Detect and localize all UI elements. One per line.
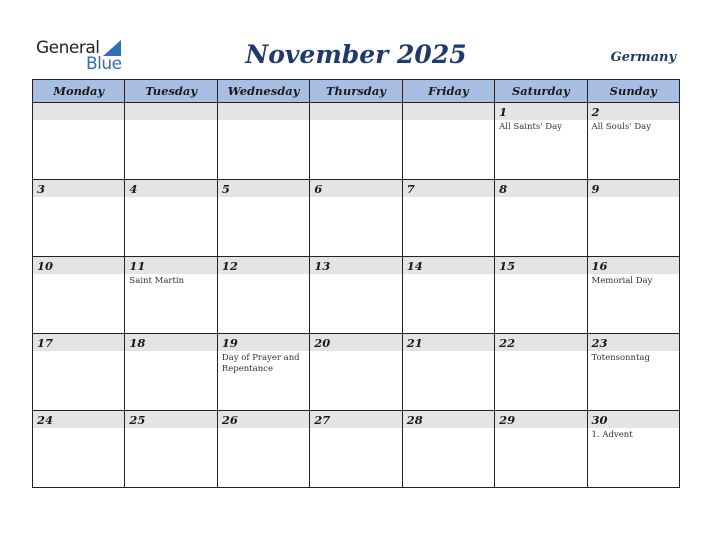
logo-text-blue: Blue xyxy=(86,54,122,74)
day-cell xyxy=(310,334,402,411)
day-cell xyxy=(33,180,125,257)
day-number: 26 xyxy=(218,411,309,428)
day-cell xyxy=(310,103,402,180)
day-number: 12 xyxy=(218,257,309,274)
day-number: 28 xyxy=(403,411,494,428)
day-number: 16 xyxy=(588,257,679,274)
day-cell xyxy=(310,180,402,257)
week-row xyxy=(33,411,680,488)
day-cell xyxy=(33,334,125,411)
day-number: 20 xyxy=(310,334,401,351)
holiday-label xyxy=(218,428,309,430)
day-cell xyxy=(587,180,679,257)
holiday-label xyxy=(310,428,401,430)
day-cell xyxy=(125,334,217,411)
day-number: 29 xyxy=(495,411,586,428)
day-number: 7 xyxy=(403,180,494,197)
day-number: 3 xyxy=(33,180,124,197)
weekday-header: Tuesday xyxy=(125,80,217,103)
day-number xyxy=(218,103,309,120)
holiday-label xyxy=(403,120,494,122)
day-cell xyxy=(495,257,587,334)
weekday-header: Thursday xyxy=(310,80,402,103)
day-cell xyxy=(217,180,309,257)
day-cell xyxy=(587,103,679,180)
day-number xyxy=(125,103,216,120)
day-number: 24 xyxy=(33,411,124,428)
holiday-label xyxy=(310,351,401,353)
day-number: 9 xyxy=(588,180,679,197)
holiday-label xyxy=(403,197,494,199)
day-cell xyxy=(402,411,494,488)
day-cell xyxy=(495,103,587,180)
holiday-label xyxy=(33,274,124,276)
holiday-label xyxy=(33,428,124,430)
holiday-label xyxy=(33,351,124,353)
day-number: 27 xyxy=(310,411,401,428)
holiday-label xyxy=(125,428,216,430)
holiday-label xyxy=(495,351,586,353)
day-number: 6 xyxy=(310,180,401,197)
holiday-label: 1. Advent xyxy=(591,430,633,440)
holiday-label: Memorial Day xyxy=(591,276,653,286)
week-row xyxy=(33,257,680,334)
weekday-header-row xyxy=(33,80,680,103)
day-number: 19 xyxy=(218,334,309,351)
day-cell xyxy=(217,334,309,411)
day-cell xyxy=(587,334,679,411)
holiday-label xyxy=(310,274,401,276)
day-number: 4 xyxy=(125,180,216,197)
day-cell xyxy=(402,334,494,411)
day-number: 23 xyxy=(588,334,679,351)
day-number: 15 xyxy=(495,257,586,274)
holiday-label xyxy=(218,274,309,276)
day-number xyxy=(403,103,494,120)
day-cell xyxy=(587,257,679,334)
day-cell xyxy=(33,411,125,488)
week-row xyxy=(33,103,680,180)
weekday-header: Wednesday xyxy=(217,80,309,103)
holiday-label xyxy=(125,197,216,199)
day-cell xyxy=(310,411,402,488)
holiday-label xyxy=(310,197,401,199)
day-cell xyxy=(217,411,309,488)
weekday-header: Saturday xyxy=(495,80,587,103)
day-cell xyxy=(33,103,125,180)
weekday-header: Friday xyxy=(402,80,494,103)
holiday-label xyxy=(495,428,586,430)
day-number: 21 xyxy=(403,334,494,351)
holiday-label: Totensonntag xyxy=(591,353,650,363)
holiday-label xyxy=(495,274,586,276)
holiday-label xyxy=(495,197,586,199)
day-number: 22 xyxy=(495,334,586,351)
day-cell xyxy=(495,334,587,411)
day-number: 5 xyxy=(218,180,309,197)
country-label: Germany xyxy=(610,50,676,65)
holiday-label xyxy=(33,197,124,199)
holiday-label xyxy=(310,120,401,122)
holiday-label: All Saints' Day xyxy=(499,122,562,132)
day-number: 25 xyxy=(125,411,216,428)
day-cell xyxy=(217,257,309,334)
day-number: 1 xyxy=(495,103,586,120)
day-number: 2 xyxy=(588,103,679,120)
day-cell xyxy=(402,257,494,334)
day-cell xyxy=(310,257,402,334)
holiday-label: Saint Martin xyxy=(129,276,185,286)
day-number: 14 xyxy=(403,257,494,274)
day-cell xyxy=(217,103,309,180)
weekday-header: Monday xyxy=(33,80,125,103)
day-cell xyxy=(587,411,679,488)
holiday-label xyxy=(588,197,679,199)
holiday-label xyxy=(218,197,309,199)
holiday-label xyxy=(403,428,494,430)
day-number: 17 xyxy=(33,334,124,351)
holiday-label xyxy=(125,351,216,353)
logo-text-general: General xyxy=(36,38,100,58)
day-number: 18 xyxy=(125,334,216,351)
day-cell xyxy=(33,257,125,334)
holiday-label: Day of Prayer and Repentance xyxy=(221,353,300,374)
holiday-label xyxy=(403,351,494,353)
week-row xyxy=(33,180,680,257)
calendar-grid xyxy=(32,79,680,488)
day-number xyxy=(310,103,401,120)
calendar-title: November 2025 xyxy=(245,40,467,69)
day-cell xyxy=(125,180,217,257)
day-number xyxy=(33,103,124,120)
day-cell xyxy=(495,411,587,488)
calendar-body xyxy=(33,103,680,488)
day-number: 11 xyxy=(125,257,216,274)
day-cell xyxy=(402,103,494,180)
week-row xyxy=(33,334,680,411)
day-number: 13 xyxy=(310,257,401,274)
weekday-header: Sunday xyxy=(587,80,679,103)
holiday-label xyxy=(33,120,124,122)
day-cell xyxy=(125,411,217,488)
day-cell xyxy=(495,180,587,257)
day-cell xyxy=(125,257,217,334)
holiday-label xyxy=(403,274,494,276)
day-cell xyxy=(125,103,217,180)
day-number: 10 xyxy=(33,257,124,274)
day-number: 8 xyxy=(495,180,586,197)
holiday-label: All Souls' Day xyxy=(591,122,652,132)
holiday-label xyxy=(125,120,216,122)
holiday-label xyxy=(218,120,309,122)
day-cell xyxy=(402,180,494,257)
day-number: 30 xyxy=(588,411,679,428)
